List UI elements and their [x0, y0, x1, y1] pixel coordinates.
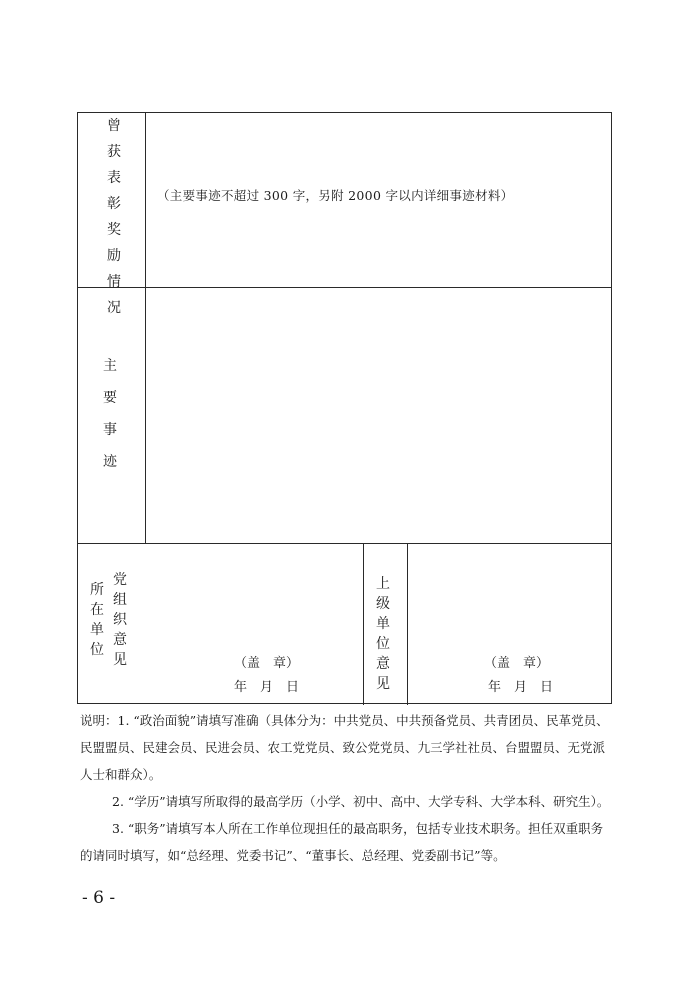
awards-label-char: 况: [107, 300, 121, 316]
unit-label-right: [110, 573, 130, 671]
awards-label: [104, 119, 124, 321]
row-divider-deeds: [78, 543, 611, 544]
instruction-item-1-cont: 人士和群众）。: [80, 767, 162, 782]
deeds-label-char: 迹: [103, 454, 117, 470]
date-left: 年 月 日: [234, 680, 300, 695]
unit-label-char: 位: [90, 642, 104, 658]
unit-opinion-divider: [363, 543, 364, 705]
instruction-item-1-cont: 民盟盟员、民建会员、民进会员、农工党党员、致公党党员、九三学社社员、台盟盟员、无党派: [80, 740, 606, 755]
awards-label-char: 奖: [107, 222, 121, 238]
instruction-item-3-cont: 的请同时填写，如“总经理、党委书记”、“董事长、总经理、党委副书记”等。: [80, 848, 506, 863]
unit-label-left: [87, 583, 107, 661]
deeds-label-char: 主: [103, 358, 117, 374]
unit-label-char: 单: [90, 622, 104, 638]
deeds-label: [100, 359, 120, 475]
instructions: [80, 707, 625, 869]
page-number: - 6 -: [82, 888, 116, 908]
unit-label-char: 所: [90, 582, 104, 598]
seal-right: （盖 章）: [484, 656, 550, 671]
label-column-divider-top: [145, 113, 146, 543]
instruction-item-1: 说明：1. “政治面貌”请填写准确（具体分为：中共党员、中共预备党员、共青团员、民革党员、: [80, 713, 609, 728]
unit-label-char: 党: [113, 572, 127, 588]
row-divider-awards: [78, 287, 611, 288]
instruction-item-3: 3. “职务”请填写本人所在工作单位现担任的最高职务，包括专业技术职务。担任双重职务: [112, 821, 604, 836]
awards-label-char: 曾: [107, 118, 121, 134]
unit-label-char: 见: [113, 652, 127, 668]
seal-left: （盖 章）: [234, 656, 300, 671]
awards-label-char: 彰: [107, 196, 121, 212]
awards-label-char: 表: [107, 170, 121, 186]
upper-label-char: 见: [376, 676, 390, 692]
upper-label-char: 意: [376, 656, 390, 672]
awards-label-char: 获: [107, 144, 121, 160]
deeds-note: （主要事迹不超过 300 字，另附 2000 字以内详细事迹材料）: [157, 188, 514, 203]
upper-label-char: 位: [376, 636, 390, 652]
unit-label-char: 在: [90, 602, 104, 618]
unit-label-char: 织: [113, 612, 127, 628]
upper-label-char: 级: [376, 596, 390, 612]
upper-opinion-divider: [407, 543, 408, 705]
unit-label-char: 组: [113, 592, 127, 608]
deeds-label-char: 事: [103, 422, 117, 438]
awards-label-char: 励: [107, 248, 121, 264]
date-right: 年 月 日: [488, 680, 554, 695]
instruction-item-2: 2. “学历”请填写所取得的最高学历（小学、初中、高中、大学专科、大学本科、研究生）。: [112, 794, 610, 809]
unit-label-char: 意: [113, 632, 127, 648]
upper-label-char: 上: [376, 576, 390, 592]
upper-label-char: 单: [376, 616, 390, 632]
upper-unit-label: [373, 577, 393, 695]
deeds-label-char: 要: [103, 390, 117, 406]
awards-label-char: 情: [107, 274, 121, 290]
